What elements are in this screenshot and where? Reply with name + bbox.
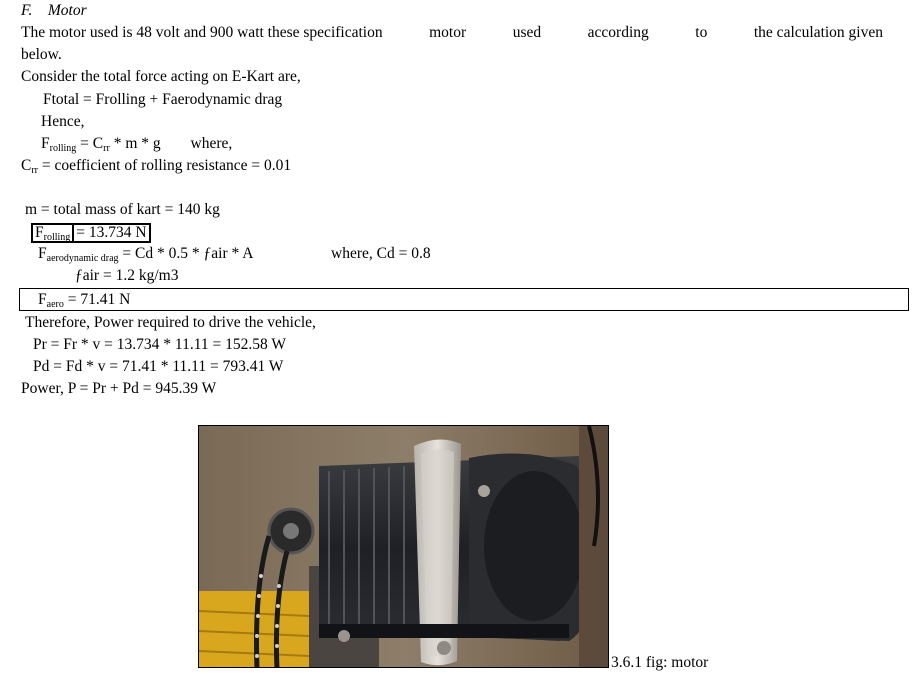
intro-word: according	[587, 24, 649, 41]
frolling-symbol-box: $F_{rolling}$	[31, 223, 74, 243]
intro-word: used	[512, 24, 542, 41]
motor-photo	[198, 425, 609, 668]
power-total: Power, P = Pr + Pd = 945.39 W	[21, 380, 217, 397]
cd-where: where, Cd = 0.8	[331, 245, 431, 262]
faero-result: $F_{aero} = 71.41$ N	[38, 291, 131, 310]
intro-word: motor	[429, 24, 467, 41]
frolling-value-box: = 13.734 N	[72, 223, 150, 243]
frolling-result	[31, 222, 151, 244]
faero-equation: $F_{aerodynamic drag} = Cd * 0.5$ * ƒair * A	[38, 245, 254, 264]
intro-word: the calculation given	[753, 24, 883, 41]
section-heading	[21, 0, 87, 22]
crr-definition: $C_{rr}$ = coefficient of rolling resistance = 0.01	[21, 157, 292, 176]
intro-line-1	[21, 22, 883, 44]
section-letter: F.	[21, 2, 33, 19]
faero-result-box	[19, 288, 909, 311]
therefore-text: Therefore, Power required to drive the vehicle,	[25, 314, 316, 331]
intro-word: The motor used is 48 volt and 900 watt these specification	[21, 24, 383, 41]
intro-word: to	[695, 24, 708, 41]
where-label: where,	[190, 135, 233, 152]
mass-definition: m = total mass of kart = 140 kg	[25, 201, 220, 218]
consider-text: Consider the total force acting on E-Kart are,	[21, 68, 301, 85]
pr-equation: Pr = Fr * v = 13.734 * 11.11 = 152.58 W	[33, 336, 286, 353]
hence-text: Hence,	[41, 113, 85, 130]
air-density: ƒair = 1.2 kg/m3	[75, 267, 179, 284]
pd-equation: Pd = Fd * v = 71.41 * 11.11 = 793.41 W	[33, 358, 284, 375]
ftotal-equation: Ftotal = Frolling + Faerodynamic drag	[43, 91, 283, 108]
figure-caption: 3.6.1 fig: motor	[611, 654, 709, 671]
intro-line-2: below.	[21, 46, 62, 63]
frolling-equation: $F_{rolling} = C_{rr} * m * g$ where,	[41, 135, 233, 154]
section-title: Motor	[47, 2, 87, 19]
